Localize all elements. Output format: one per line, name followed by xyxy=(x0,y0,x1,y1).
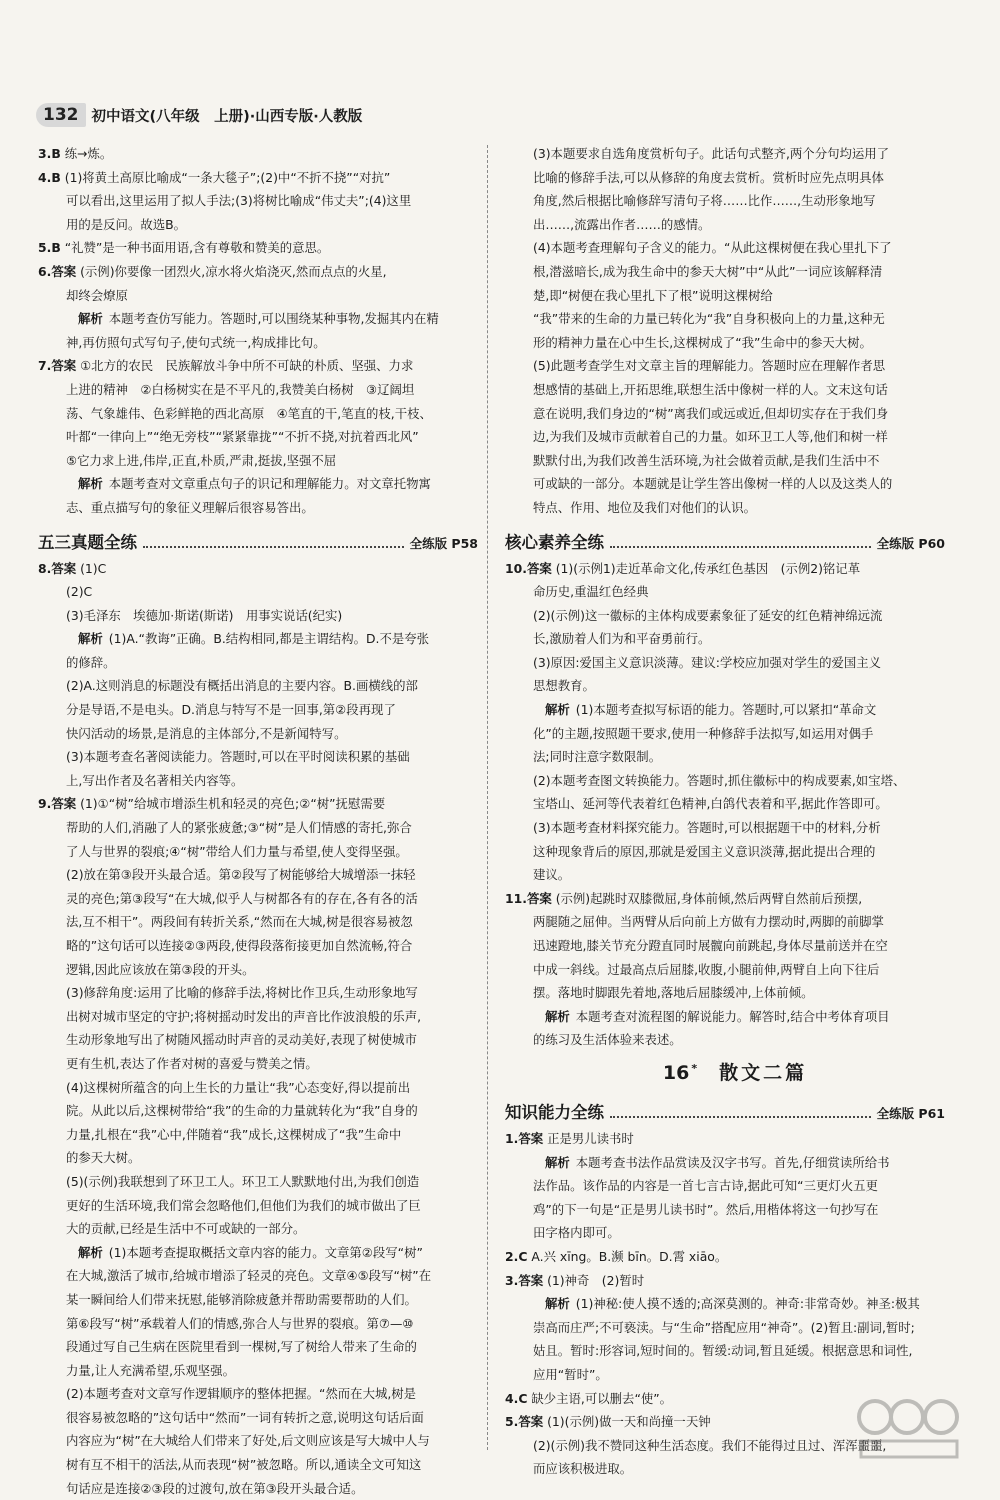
analysis-label: 解析 xyxy=(545,1296,570,1311)
line-text: (示例)起跳时双膝微屈,身体前倾,然后两臂自然前后预摆, xyxy=(556,891,862,906)
text-line xyxy=(38,887,478,911)
line-text: “礼赞”是一种书面用语,含有尊敬和赞美的意思。 xyxy=(65,240,330,255)
item-number: 9.答案 xyxy=(38,796,76,811)
line-text: 很容易被忽略的”这句话中“然而”一词有转折之意,说明这句话后面 xyxy=(66,1410,424,1425)
analysis-label: 解析 xyxy=(78,1245,103,1260)
text-line xyxy=(505,1221,945,1245)
item-number: 4.C xyxy=(505,1391,527,1406)
text-line xyxy=(505,792,945,816)
text-line xyxy=(38,769,478,793)
section-header-hexin xyxy=(505,525,945,554)
line-text: (1)神秘:使人摸不透的;高深莫测的。神奇:非常奇妙。神圣:极其 xyxy=(576,1296,920,1311)
line-text: (1)神奇 (2)暂时 xyxy=(547,1273,644,1288)
analysis-line xyxy=(38,307,478,331)
item-number: 5.答案 xyxy=(505,1414,543,1429)
line-text: 大的贡献,已经是生活中不可或缺的一部分。 xyxy=(66,1221,305,1236)
line-text: (4)这棵树所蕴含的向上生长的力量让“我”心态变好,得以提前出 xyxy=(66,1080,410,1095)
text-line xyxy=(38,934,478,958)
text-line xyxy=(38,1099,478,1123)
text-line xyxy=(38,331,478,355)
line-text: 命历史,重温红色经典 xyxy=(533,584,648,599)
text-line xyxy=(505,236,945,260)
answer-line xyxy=(38,166,478,190)
line-text: 可以看出,这里运用了拟人手法;(3)将树比喻成“伟丈夫”;(4)这里 xyxy=(66,193,411,208)
text-line xyxy=(505,580,945,604)
item-number: 11.答案 xyxy=(505,891,552,906)
text-line xyxy=(38,425,478,449)
text-line xyxy=(38,604,478,628)
text-line xyxy=(38,449,478,473)
line-text: 段通过写自己生病在医院里看到一棵树,写了树给人带来了生命的 xyxy=(66,1339,417,1354)
text-line xyxy=(505,1363,945,1387)
text-line xyxy=(505,863,945,887)
line-text: 化”的主题,按照题干要求,使用一种修辞手法拟写,如运用对偶手 xyxy=(533,726,873,741)
line-text: (1)将黄土高原比喻成“一条大毯子”;(2)中“不折不挠”“对抗” xyxy=(65,170,391,185)
line-text: 快闪活动的场景,是消息的主体部分,不是新闻特写。 xyxy=(66,726,346,741)
line-text: 第⑥段写“树”承载着人们的情感,弥合人与世界的裂痕。第⑦—⑩ xyxy=(66,1316,413,1331)
section-ref: 全练版 P60 xyxy=(877,534,945,554)
item-number: 6.答案 xyxy=(38,264,76,279)
text-line xyxy=(505,284,945,308)
line-text: 灵的亮色;第③段写“在大城,似乎人与树都各有的存在,各有各的活 xyxy=(66,891,418,906)
line-text: 叶都“一律向上”“绝无旁枝”“紧紧靠拢”“不折不挠,对抗着西北风” xyxy=(66,429,419,444)
answer-line xyxy=(38,142,478,166)
line-text: 两腿随之屈伸。当两臂从后向前上方做有力摆动时,两脚的前脚掌 xyxy=(533,914,884,929)
line-text: (5)此题考查学生对文章主旨的理解能力。答题时应在理解作者思 xyxy=(533,358,885,373)
answer-line xyxy=(505,557,945,581)
text-line xyxy=(38,981,478,1005)
line-text: (1)(示例)做一天和尚撞一天钟 xyxy=(547,1414,711,1429)
text-line xyxy=(38,745,478,769)
line-text: 神,再仿照句式写句子,使句式统一,构成排比句。 xyxy=(66,335,326,350)
lesson-number: 16 xyxy=(663,1062,689,1084)
line-text: 本题考查书法作品赏读及汉字书写。首先,仔细赏读所给书 xyxy=(576,1155,890,1170)
line-text: 更有生机,表达了作者对树的喜爱与赞美之情。 xyxy=(66,1056,318,1071)
text-line xyxy=(38,1217,478,1241)
text-line xyxy=(505,425,945,449)
line-text: 这种现象背后的原因,那就是爱国主义意识淡薄,据此提出合理的 xyxy=(533,844,875,859)
line-text: 却终会燎原 xyxy=(66,288,128,303)
analysis-line xyxy=(505,1292,945,1316)
section-title: 知识能力全练 xyxy=(505,1102,604,1124)
line-text: 分是导语,不是电头。D.消息与特写不是一回事,第②段再现了 xyxy=(66,702,396,717)
text-line xyxy=(38,213,478,237)
text-line xyxy=(38,189,478,213)
line-text: 根,潜滋暗长,成为我生命中的参天大树”中“从此”一词应该解释清 xyxy=(533,264,882,279)
text-line xyxy=(505,981,945,1005)
line-text: 角度,然后根据比喻修辞写清句子将……比作……,生动形象地写 xyxy=(533,193,875,208)
dotted-leader xyxy=(143,546,404,548)
text-line xyxy=(38,378,478,402)
line-text: 更好的生活环境,我们常会忽略他们,但他们为我们的城市做出了巨 xyxy=(66,1198,421,1213)
text-line xyxy=(505,674,945,698)
line-text: 宝塔山、延河等代表着红色精神,白鸽代表着和平,据此作答即可。 xyxy=(533,796,888,811)
line-text: 在大城,激活了城市,给城市增添了轻灵的亮色。文章④⑤段写“树”在 xyxy=(66,1268,431,1283)
left-answers-block-2 xyxy=(38,557,478,1500)
text-line xyxy=(505,354,945,378)
lesson-heading xyxy=(505,1056,945,1090)
text-line xyxy=(38,1052,478,1076)
line-text: 法;同时注意字数限制。 xyxy=(533,749,661,764)
page-header xyxy=(36,100,362,130)
line-text: 的修辞。 xyxy=(66,655,116,670)
text-line xyxy=(505,472,945,496)
line-text: (3)本题考查名著阅读能力。答题时,可以在平时阅读积累的基础 xyxy=(66,749,410,764)
line-text: (5)(示例)我联想到了环卫工人。环卫工人默默地付出,为我们创造 xyxy=(66,1174,419,1189)
text-line xyxy=(505,651,945,675)
text-line xyxy=(38,863,478,887)
text-line xyxy=(505,1316,945,1340)
line-text: (3)原因:爱国主义意识淡薄。建议:学校应加强对学生的爱国主义 xyxy=(533,655,881,670)
watermark-logo xyxy=(855,1395,965,1463)
item-number: 4.B xyxy=(38,170,61,185)
answer-line xyxy=(505,1127,945,1151)
item-number: 5.B xyxy=(38,240,61,255)
text-line xyxy=(505,213,945,237)
line-text: 力量,让人充满希望,乐观坚强。 xyxy=(66,1363,235,1378)
analysis-line xyxy=(38,1241,478,1265)
line-text: 建议。 xyxy=(533,867,570,882)
text-line xyxy=(38,840,478,864)
line-text: 边,为我们及城市贡献着自己的力量。如环卫工人等,他们和树一样 xyxy=(533,429,888,444)
text-line xyxy=(505,378,945,402)
analysis-line xyxy=(38,627,478,651)
text-line xyxy=(505,627,945,651)
line-text: 可或缺的一部分。本题就是让学生答出像树一样的人以及这类人的 xyxy=(533,476,892,491)
line-text: 法作品。该作品的内容是一首七言古诗,据此可知“三更灯火五更 xyxy=(533,1178,878,1193)
text-line xyxy=(38,1406,478,1430)
analysis-line xyxy=(38,472,478,496)
answer-line xyxy=(505,1269,945,1293)
item-number: 8.答案 xyxy=(38,561,76,576)
text-line xyxy=(505,1174,945,1198)
text-line xyxy=(505,260,945,284)
text-line xyxy=(38,1288,478,1312)
item-number: 10.答案 xyxy=(505,561,552,576)
line-text: (1)A.“教诲”正确。B.结构相同,都是主谓结构。D.不是夸张 xyxy=(109,631,429,646)
analysis-label: 解析 xyxy=(545,702,570,717)
text-line xyxy=(38,722,478,746)
line-text: 田字格内即可。 xyxy=(533,1225,620,1240)
line-text: 本题考查对流程图的解说能力。解答时,结合中考体育项目 xyxy=(576,1009,890,1024)
text-line xyxy=(38,698,478,722)
line-text: 鸡”的下一句是“正是男儿读书时”。然后,用楷体将这一句抄写在 xyxy=(533,1202,878,1217)
analysis-line xyxy=(505,1151,945,1175)
line-text: 比喻的修辞手法,可以从修辞的角度去赏析。赏析时应先点明具体 xyxy=(533,170,884,185)
text-line xyxy=(38,1477,478,1500)
text-line xyxy=(38,816,478,840)
item-number: 1.答案 xyxy=(505,1131,543,1146)
line-text: 某一瞬间给人们带来抚慰,能够消除疲惫并帮助需要帮助的人们。 xyxy=(66,1292,417,1307)
text-line xyxy=(38,284,478,308)
line-text: (示例)你要像一团烈火,凉水将火焰浇灭,然而点点的火星, xyxy=(80,264,386,279)
text-line xyxy=(38,1146,478,1170)
text-line xyxy=(38,1359,478,1383)
text-line xyxy=(505,910,945,934)
line-text: (3)本题要求自选角度赏析句子。此话句式整齐,两个分句均运用了 xyxy=(533,146,889,161)
text-line xyxy=(505,402,945,426)
line-text: 的参天大树。 xyxy=(66,1150,140,1165)
line-text: 意在说明,我们身边的“树”离我们或远或近,但却切实存在于我们身 xyxy=(533,406,888,421)
line-text: (2)(示例)这一徽标的主体构成要素象征了延安的红色精神绵远流 xyxy=(533,608,882,623)
answer-line xyxy=(38,260,478,284)
text-line xyxy=(505,189,945,213)
section-title: 五三真题全练 xyxy=(38,532,137,554)
line-text: (1)(示例1)走近革命文化,传承红色基因 (示例2)铭记革 xyxy=(556,561,860,576)
left-column xyxy=(38,142,478,1500)
line-text: 想感情的基础上,开拓思维,联想生活中像树一样的人。文末这句话 xyxy=(533,382,888,397)
line-text: (2)本题考查对文章写作逻辑顺序的整体把握。“然而在大城,树是 xyxy=(66,1386,416,1401)
line-text: 摆。落地时脚跟先着地,落地后屈膝缓冲,上体前倾。 xyxy=(533,985,813,1000)
line-text: 姑且。暂时:形容词,短时间的。暂缓:动词,暂且延缓。根据意思和词性, xyxy=(533,1343,913,1358)
lesson-title: 散文二篇 xyxy=(719,1062,807,1084)
line-text: 楚,即“树便在我心里扎下了根”说明这棵树给 xyxy=(533,288,773,303)
section-header-zhishi xyxy=(505,1095,945,1124)
line-text: 树有互不相干的活法,从而表现“树”被忽略。所以,通读全文可知这 xyxy=(66,1457,421,1472)
line-text: “我”带来的生命的力量已转化为“我”自身积极向上的力量,这种无 xyxy=(533,311,885,326)
text-line xyxy=(505,166,945,190)
item-number: 3.B xyxy=(38,146,61,161)
line-text: 荡、气象雄伟、色彩鲜艳的西北高原 ④笔直的干,笔直的枝,干枝、 xyxy=(66,406,432,421)
line-text: 了人与世界的裂痕;④“树”带给人们力量与希望,使人变得坚强。 xyxy=(66,844,408,859)
item-number: 3.答案 xyxy=(505,1273,543,1288)
line-text: 缺少主语,可以删去“使”。 xyxy=(531,1391,672,1406)
text-line xyxy=(505,307,945,331)
line-text: (1)C xyxy=(80,561,106,576)
text-line xyxy=(38,1005,478,1029)
line-text: 本题考查仿写能力。答题时,可以围绕某种事物,发掘其内在精 xyxy=(109,311,439,326)
line-text: (2)本题考查图文转换能力。答题时,抓住徽标中的构成要素,如宝塔、 xyxy=(533,773,905,788)
right-column xyxy=(505,142,945,1481)
text-line xyxy=(505,331,945,355)
section-title: 核心素养全练 xyxy=(505,532,604,554)
line-text: 略的”这句话可以连接②③两段,使得段落衔接更加自然流畅,符合 xyxy=(66,938,412,953)
line-text: ①北方的农民 民族解放斗争中所不可缺的朴质、坚强、力求 xyxy=(80,358,413,373)
line-text: 长,激励着人们为和平奋勇前行。 xyxy=(533,631,710,646)
line-text: 崇高而庄严;不可亵渎。与“生命”搭配应用“神奇”。(2)暂且:副词,暂时; xyxy=(533,1320,915,1335)
text-line xyxy=(505,769,945,793)
watermark-icon xyxy=(855,1395,965,1463)
line-text: 的练习及生活体验来表述。 xyxy=(533,1032,682,1047)
line-text: (3)修辞角度:运用了比喻的修辞手法,将树比作卫兵,生动形象地写 xyxy=(66,985,418,1000)
analysis-label: 解析 xyxy=(78,311,103,326)
text-line xyxy=(38,651,478,675)
line-text: 出……,流露出作者……的感情。 xyxy=(533,217,710,232)
analysis-label: 解析 xyxy=(545,1155,570,1170)
text-line xyxy=(505,745,945,769)
left-answers-block xyxy=(38,142,478,520)
line-text: 力量,扎根在“我”心中,伴随着“我”成长,这棵树成了“我”生命中 xyxy=(66,1127,401,1142)
line-text: (4)本题考查理解句子含义的能力。“从此这棵树便在我心里扎下了 xyxy=(533,240,892,255)
line-text: ⑤它力求上进,伟岸,正直,朴质,严肃,挺拔,坚强不屈 xyxy=(66,453,336,468)
text-line xyxy=(38,1335,478,1359)
text-line xyxy=(38,496,478,520)
line-text: 上进的精神 ②白杨树实在是不平凡的,我赞美白杨树 ③辽阔坦 xyxy=(66,382,414,397)
dotted-leader xyxy=(610,546,871,548)
analysis-line xyxy=(505,1005,945,1029)
text-line xyxy=(38,580,478,604)
line-text: 中成一斜线。过最高点后屈膝,收腹,小腿前伸,两臂自上向下往后 xyxy=(533,962,879,977)
line-text: A.兴 xīng。B.濒 bīn。D.霄 xiāo。 xyxy=(531,1249,727,1264)
answer-line xyxy=(38,236,478,260)
text-line xyxy=(38,1264,478,1288)
text-line xyxy=(38,1382,478,1406)
line-text: 生动形象地写出了树随风摇动时声音的灵动美好,表现了树使城市 xyxy=(66,1032,417,1047)
line-text: (1)本题考查拟写标语的能力。答题时,可以紧扣“革命文 xyxy=(576,702,877,717)
text-line xyxy=(38,1312,478,1336)
section-ref: 全练版 P61 xyxy=(877,1104,945,1124)
line-text: 正是男儿读书时 xyxy=(547,1131,634,1146)
line-text: 上,写出作者及名著相关内容等。 xyxy=(66,773,243,788)
text-line xyxy=(505,1339,945,1363)
text-line xyxy=(505,449,945,473)
text-line xyxy=(38,958,478,982)
text-line xyxy=(38,1123,478,1147)
line-text: 法,互不相干”。两段间有转折关系,“然而在大城,树是很容易被忽 xyxy=(66,914,413,929)
answer-line xyxy=(38,557,478,581)
text-line xyxy=(505,816,945,840)
answer-line xyxy=(38,792,478,816)
text-line xyxy=(505,958,945,982)
text-line xyxy=(38,1453,478,1477)
page-number: 132 xyxy=(36,103,86,127)
text-line xyxy=(505,496,945,520)
analysis-label: 解析 xyxy=(545,1009,570,1024)
line-text: (1)①“树”给城市增添生机和轻灵的亮色;②“树”抚慰需要 xyxy=(80,796,385,811)
line-text: 内容应为“树”在大城给人们带来了好处,后文则应该是写大城中人与 xyxy=(66,1433,430,1448)
right-answers-block-2 xyxy=(505,557,945,1052)
line-text: (2)(示例)我不赞同这种生活态度。我们不能得过且过、浑浑噩噩, xyxy=(533,1438,886,1453)
line-text: 出树对城市坚定的守护;将树摇动时发出的声音比作波浪般的乐声, xyxy=(66,1009,421,1024)
analysis-line xyxy=(505,698,945,722)
text-line xyxy=(505,604,945,628)
text-line xyxy=(38,1076,478,1100)
section-ref: 全练版 P58 xyxy=(410,534,478,554)
line-text: (2)C xyxy=(66,584,92,599)
column-divider xyxy=(487,145,488,1450)
line-text: 逻辑,因此应该放在第③段的开头。 xyxy=(66,962,255,977)
lesson-star: * xyxy=(691,1062,697,1075)
text-line xyxy=(38,1429,478,1453)
analysis-label: 解析 xyxy=(78,631,103,646)
line-text: (1)本题考查提取概括文章内容的能力。文章第②段写“树” xyxy=(109,1245,423,1260)
line-text: 句话应是连接②③段的过渡句,放在第③段开头最合适。 xyxy=(66,1481,363,1496)
text-line xyxy=(38,402,478,426)
text-line xyxy=(38,1194,478,1218)
text-line xyxy=(38,910,478,934)
text-line xyxy=(505,1028,945,1052)
text-line xyxy=(38,1028,478,1052)
line-text: 特点、作用、地位及我们对他们的认识。 xyxy=(533,500,756,515)
text-line xyxy=(38,674,478,698)
item-number: 2.C xyxy=(505,1249,527,1264)
book-title: 初中语文(八年级 上册)·山西专版·人教版 xyxy=(92,105,363,126)
text-line xyxy=(505,722,945,746)
line-text: 帮助的人们,消融了人的紧张疲惫;③“树”是人们情感的寄托,弥合 xyxy=(66,820,412,835)
line-text: (2)A.这则消息的标题没有概括出消息的主要内容。B.画横线的部 xyxy=(66,678,418,693)
line-text: 迅速蹬地,膝关节充分蹬直同时展髋向前跳起,身体尽量前送并在空 xyxy=(533,938,888,953)
line-text: 本题考查对文章重点句子的识记和理解能力。对文章托物寓 xyxy=(109,476,431,491)
line-text: 思想教育。 xyxy=(533,678,595,693)
right-answers-block xyxy=(505,142,945,520)
answer-line xyxy=(505,1245,945,1269)
line-text: 志、重点描写句的象征义理解后很容易答出。 xyxy=(66,500,314,515)
text-line xyxy=(505,934,945,958)
answer-line xyxy=(38,354,478,378)
item-number: 7.答案 xyxy=(38,358,76,373)
section-header-wusan xyxy=(38,525,478,554)
text-line xyxy=(38,1170,478,1194)
line-text: 而应该积极进取。 xyxy=(533,1461,632,1476)
line-text: (3)毛泽东 埃德加·斯诺(斯诺) 用事实说话(纪实) xyxy=(66,608,342,623)
analysis-label: 解析 xyxy=(78,476,103,491)
line-text: 院。从此以后,这棵树带给“我”的生命的力量就转化为“我”自身的 xyxy=(66,1103,418,1118)
answer-line xyxy=(505,887,945,911)
line-text: (3)本题考查材料探究能力。答题时,可以根据题干中的材料,分析 xyxy=(533,820,881,835)
line-text: (2)放在第③段开头最合适。第②段写了树能够给大城增添一抹轻 xyxy=(66,867,416,882)
line-text: 用的是反问。故选B。 xyxy=(66,217,186,232)
dotted-leader xyxy=(610,1116,871,1118)
line-text: 形的精神力量在心中生长,这棵树成了“我”生命中的参天大树。 xyxy=(533,335,872,350)
line-text: 默默付出,为我们改善生活环境,为社会做着贡献,是我们生活中不 xyxy=(533,453,879,468)
line-text: 应用“暂时”。 xyxy=(533,1367,608,1382)
text-line xyxy=(505,142,945,166)
text-line xyxy=(505,840,945,864)
text-line xyxy=(505,1198,945,1222)
line-text: 练→炼。 xyxy=(65,146,113,161)
